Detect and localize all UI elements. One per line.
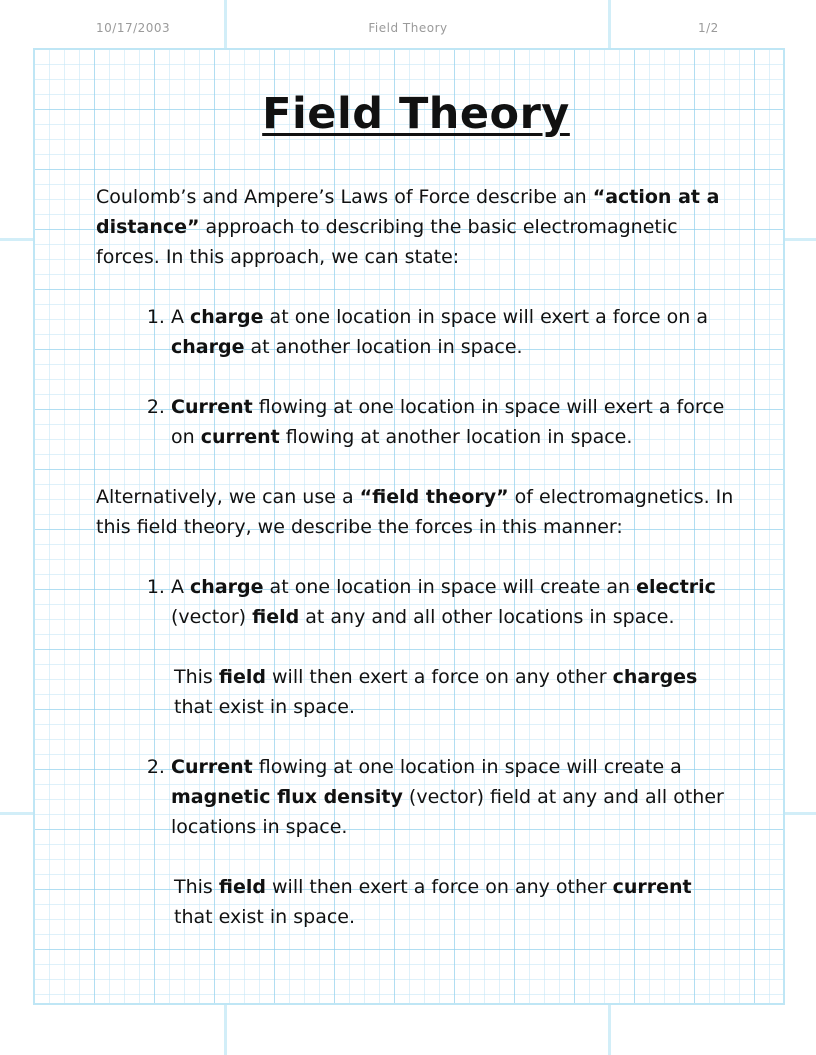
text-run: at one location in space will create an <box>263 576 637 598</box>
list-item-note <box>171 872 736 932</box>
bold-term: Current <box>171 396 253 418</box>
header-page-number: 1/2 <box>698 21 719 35</box>
bold-term: charge <box>190 306 264 328</box>
text-run: A <box>171 576 191 598</box>
action-at-distance-list <box>96 302 736 452</box>
bold-term: charges <box>612 666 698 688</box>
list-item <box>171 572 736 722</box>
bold-term: electric <box>636 576 716 598</box>
list-item-note <box>171 662 736 722</box>
bold-term: current <box>612 876 692 898</box>
text-run: flowing at one location in space will create a <box>252 756 682 778</box>
text-run: Alternatively, we can use a <box>96 486 360 508</box>
text-run: at one location in space will exert a force on a <box>263 306 708 328</box>
text-run: that exist in space. <box>174 906 356 928</box>
field-theory-list <box>96 572 736 932</box>
bold-term: “field theory” <box>359 486 509 508</box>
intro-paragraph <box>96 182 736 272</box>
bold-term: “action at a distance” <box>96 186 720 238</box>
header-date: 10/17/2003 <box>96 21 171 35</box>
text-run: will then exert a force on any other <box>265 876 613 898</box>
bold-term: charge <box>171 336 245 358</box>
list-item-main <box>171 572 736 632</box>
text-run: flowing at another location in space. <box>279 426 633 448</box>
text-run: (vector) field at any and all other locations in space. <box>171 786 724 838</box>
text-run: that exist in space. <box>174 696 356 718</box>
text-run: (vector) <box>171 606 253 628</box>
text-run: This <box>174 666 219 688</box>
text-run: This <box>174 876 219 898</box>
text-run: approach to describing the basic electromagnetic forces. In this approach, we can state: <box>96 216 678 268</box>
list-item <box>171 392 736 452</box>
list-item <box>171 302 736 362</box>
text-run: flowing at one location in space will exert a force on <box>171 396 725 448</box>
list-item-main <box>171 752 736 842</box>
header-title: Field Theory <box>368 21 448 35</box>
text-run: of electromagnetics. In this field theory, we describe the forces in this manner: <box>96 486 734 538</box>
document-body <box>96 84 736 962</box>
bold-term: Current <box>171 756 253 778</box>
list-item <box>171 752 736 932</box>
text-run: at another location in space. <box>244 336 523 358</box>
bold-term: charge <box>190 576 264 598</box>
text-run: at any and all other locations in space. <box>299 606 675 628</box>
bold-term: field <box>252 606 300 628</box>
bold-term: field <box>218 876 266 898</box>
bold-term: field <box>218 666 266 688</box>
alternative-paragraph <box>96 482 736 542</box>
page-title: Field Theory <box>262 89 570 139</box>
text-run: A <box>171 306 191 328</box>
bold-term: magnetic flux density <box>171 786 403 808</box>
text-run: will then exert a force on any other <box>265 666 613 688</box>
bold-term: current <box>200 426 280 448</box>
text-run: Coulomb’s and Ampere’s Laws of Force describe an <box>96 186 593 208</box>
